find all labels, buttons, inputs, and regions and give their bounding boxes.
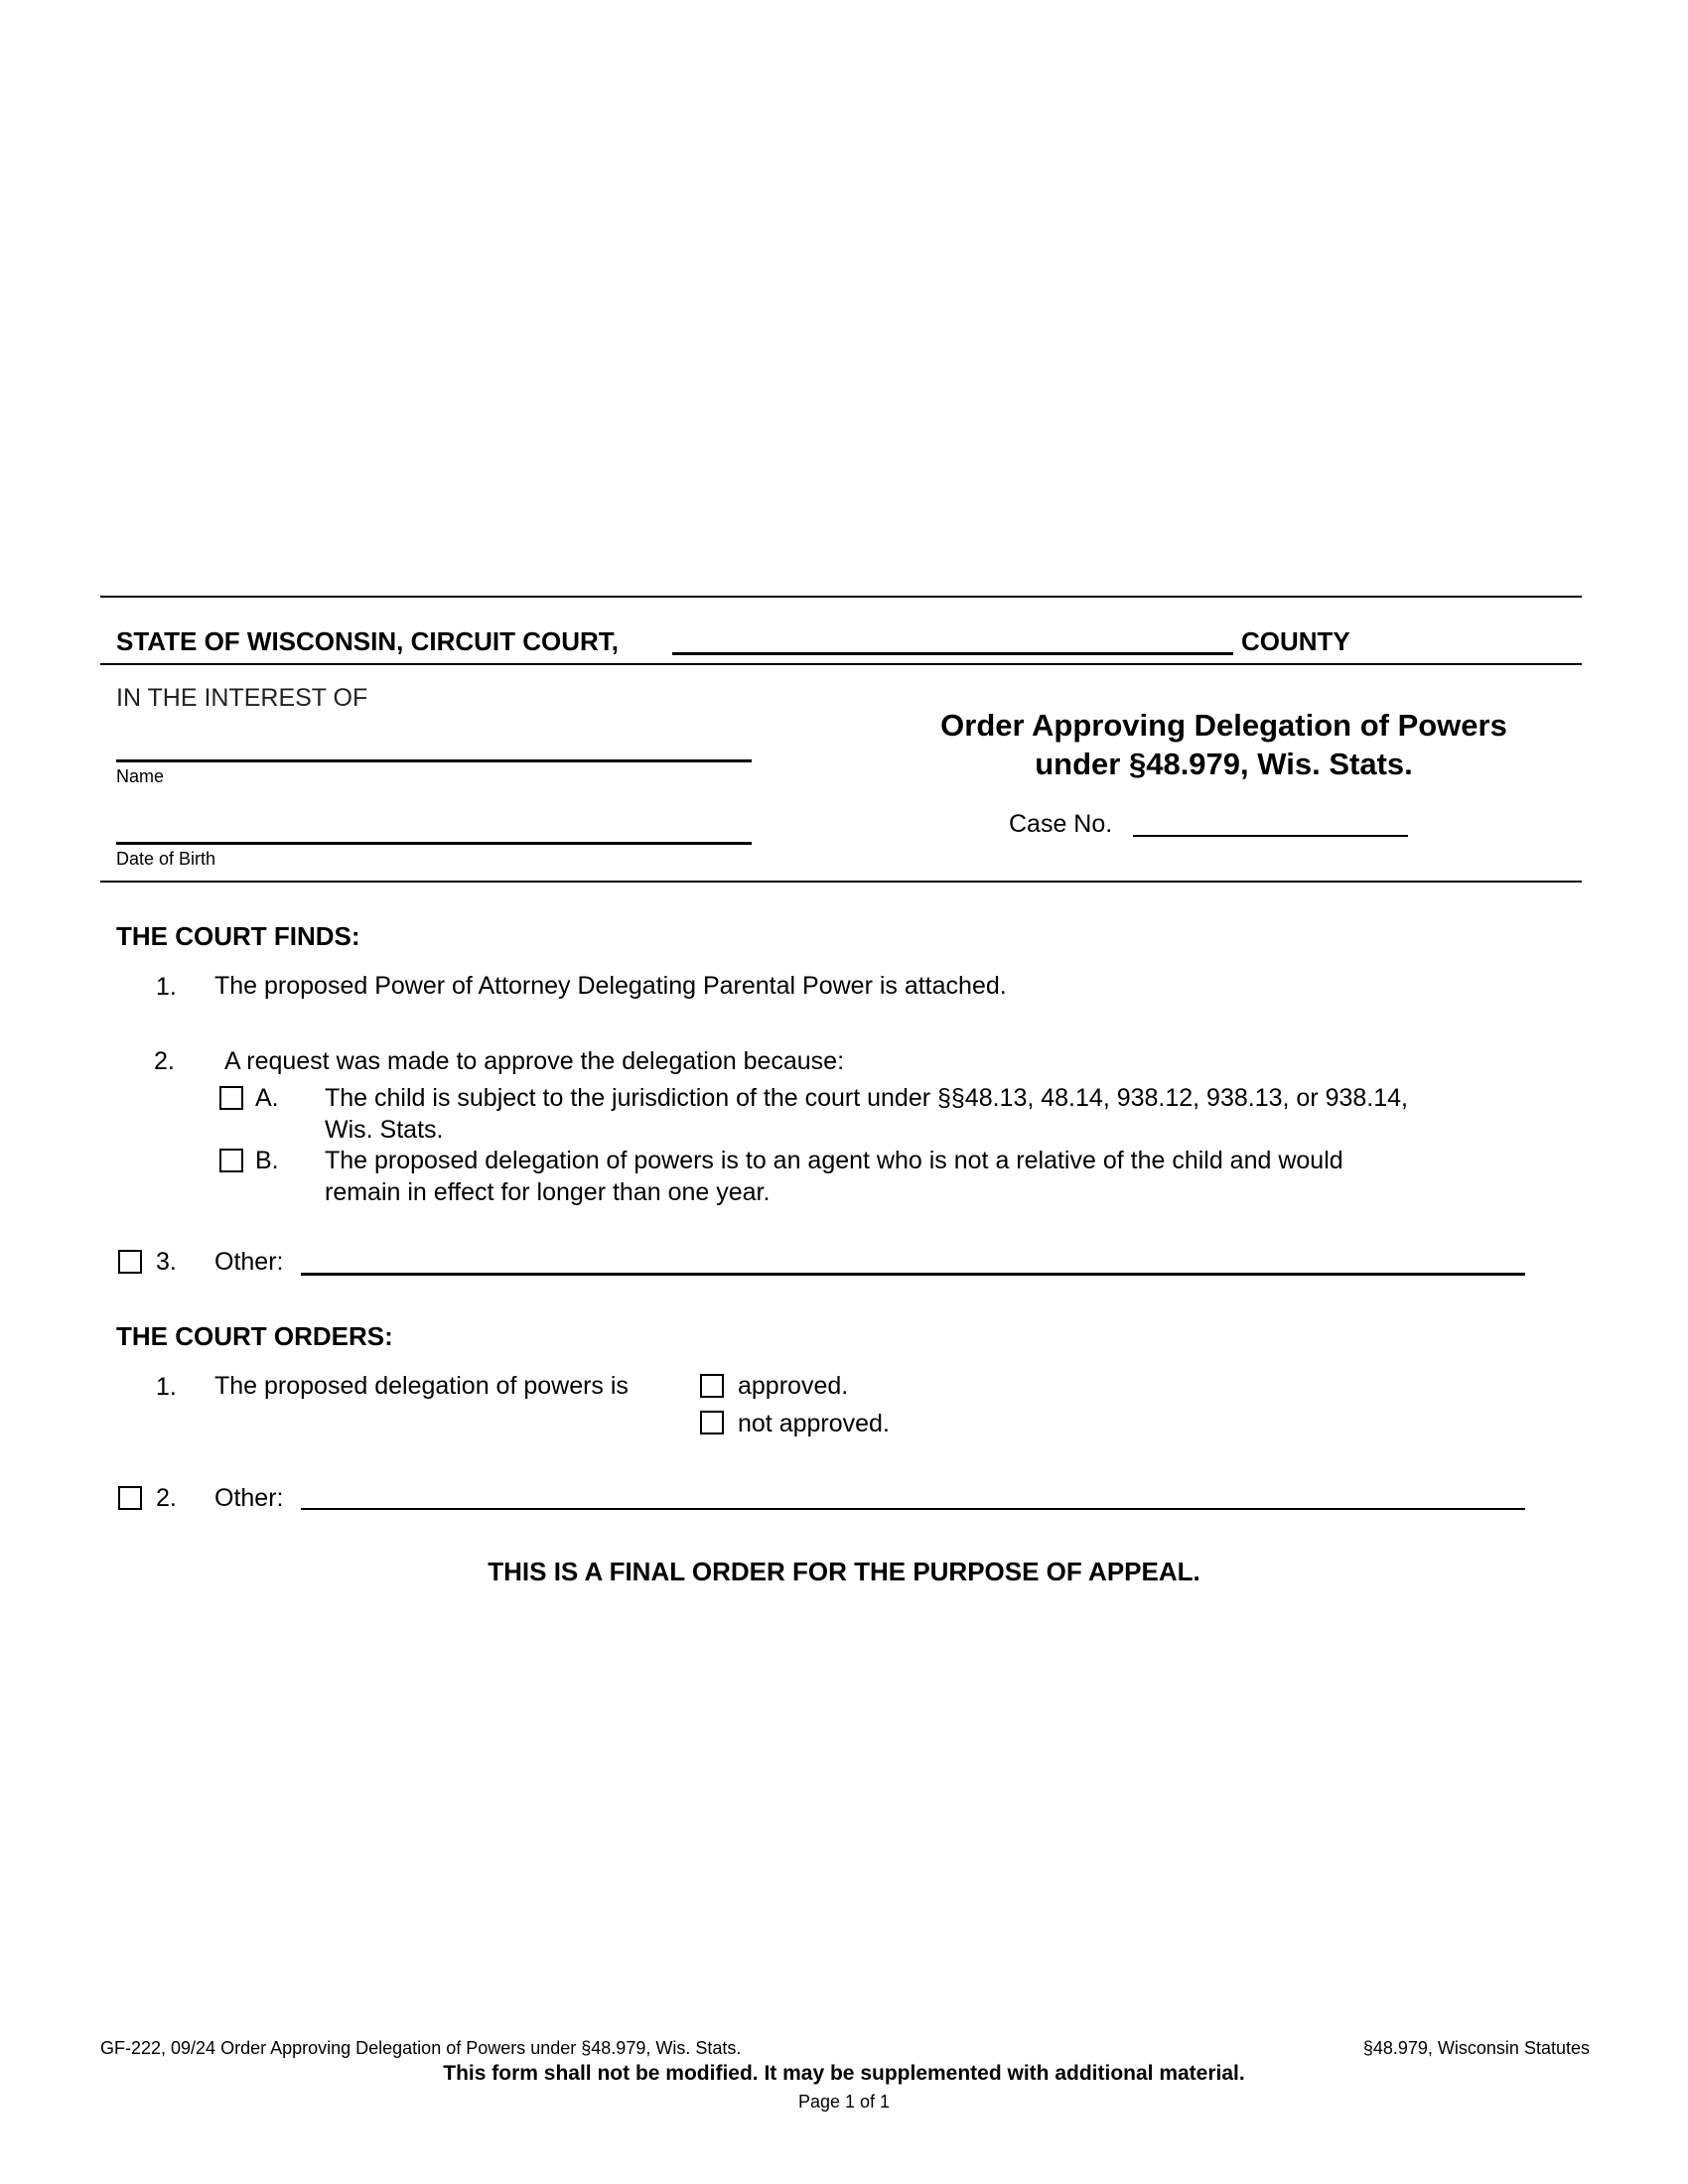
finding-2-text: A request was made to approve the delegation because: [224,1047,845,1075]
option-a-letter: A. [255,1084,279,1112]
name-field[interactable] [116,759,752,762]
finding-3-number: 3. [156,1248,177,1276]
header-rule [100,663,1582,665]
dob-field[interactable] [116,842,752,845]
option-a-checkbox[interactable] [219,1086,243,1110]
dob-label: Date of Birth [116,849,216,869]
case-no-field[interactable] [1133,835,1408,837]
order-2-number: 2. [156,1484,177,1512]
finding-3-other-label: Other: [214,1248,284,1276]
finding-3-checkbox[interactable] [118,1250,142,1274]
county-label: COUNTY [1241,626,1350,656]
top-rule [100,596,1582,598]
option-a-text-line1: The child is subject to the jurisdiction of the court under §§48.13, 48.14, 938.12, 938.13, or 938.14, [325,1084,1409,1112]
county-field[interactable] [672,652,1233,655]
finding-1-text: The proposed Power of Attorney Delegating Parental Power is attached. [214,972,1007,1000]
approved-label: approved. [738,1372,849,1400]
not-approved-checkbox[interactable] [700,1411,724,1434]
finding-1-number: 1. [156,973,177,1001]
findings-heading: THE COURT FINDS: [116,921,360,951]
footer-notice: This form shall not be modified. It may be supplemented with additional material. [443,2062,1245,2085]
option-b-letter: B. [255,1147,279,1174]
finding-3-other-field[interactable] [301,1273,1525,1276]
option-b-checkbox[interactable] [219,1149,243,1172]
footer-page-number: Page 1 of 1 [797,2092,891,2112]
footer-statute: §48.979, Wisconsin Statutes [1362,2038,1590,2058]
not-approved-label: not approved. [738,1410,890,1437]
order-1-number: 1. [156,1373,177,1401]
case-no-label: Case No. [1009,810,1113,838]
option-b-text-line1: The proposed delegation of powers is to an agent who is not a relative of the child and would [325,1147,1343,1174]
option-b-text-line2: remain in effect for longer than one year. [325,1178,771,1206]
form-title-line2: under §48.979, Wis. Stats. [1035,747,1413,781]
order-2-other-label: Other: [214,1484,284,1512]
order-2-checkbox[interactable] [118,1486,142,1510]
footer-form-id: GF-222, 09/24 Order Approving Delegation of Powers under §48.979, Wis. Stats. [100,2038,742,2058]
caption-bottom-rule [100,881,1582,883]
name-label: Name [116,766,165,786]
orders-heading: THE COURT ORDERS: [116,1321,393,1351]
finding-2-number: 2. [154,1047,175,1075]
final-order-notice: THIS IS A FINAL ORDER FOR THE PURPOSE OF APPEAL. [488,1557,1200,1586]
interest-label: IN THE INTEREST OF [116,684,368,712]
approved-checkbox[interactable] [700,1374,724,1398]
option-a-text-line2: Wis. Stats. [325,1116,444,1144]
order-2-other-field[interactable] [301,1508,1525,1510]
court-label: STATE OF WISCONSIN, CIRCUIT COURT, [116,626,620,656]
form-title-line1: Order Approving Delegation of Powers [940,708,1507,743]
order-1-text: The proposed delegation of powers is [214,1372,629,1400]
